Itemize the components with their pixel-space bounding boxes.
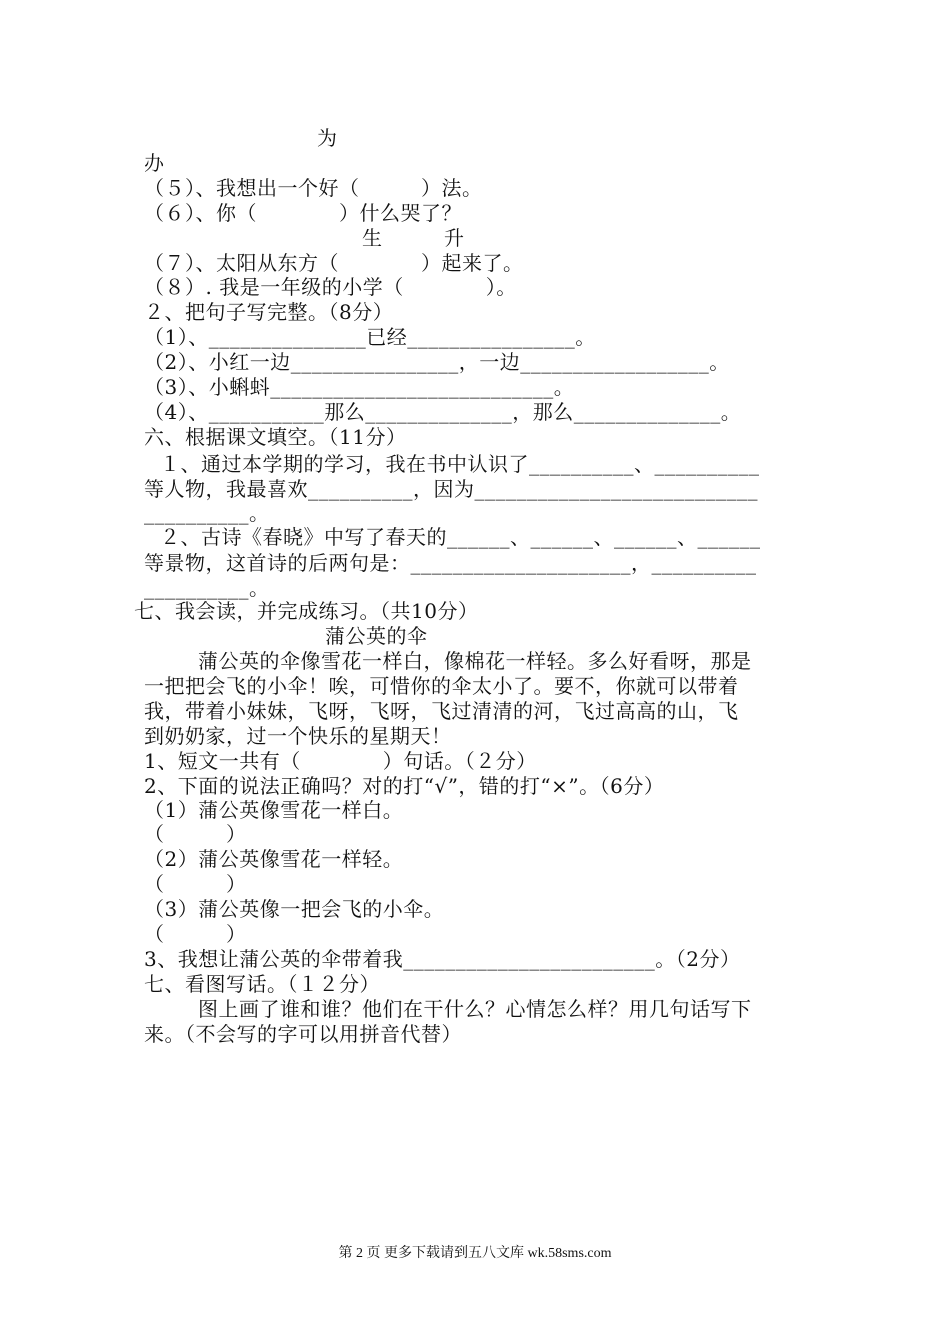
answer-blank-3: （ ） bbox=[144, 922, 247, 946]
text-fill-q1-line1: １、通过本学期的学习，我在书中认识了__________、__________ bbox=[160, 452, 760, 476]
passage-line-1: 蒲公英的伞像雪花一样白，像棉花一样轻。多么好看呀，那是 bbox=[198, 649, 752, 673]
section-heading-six: 六、根据课文填空。（11分） bbox=[144, 425, 407, 449]
passage-line-2: 一把把会飞的小伞！唉，可惜你的伞太小了。要不，你就可以带着 bbox=[144, 674, 739, 698]
fill-item-6: （６）、你（ ）什么哭了？ bbox=[144, 201, 462, 225]
page-footer: 第 2 页 更多下载请到五八文库 wk.58sms.com bbox=[338, 1246, 612, 1261]
passage-line-3: 我，带着小妹妹，飞呀，飞呀，飞过清清的河，飞过高高的山，飞 bbox=[144, 699, 739, 723]
text-fill-q1-line3: __________。 bbox=[144, 501, 270, 525]
hint-words-sheng: 生 升 bbox=[362, 226, 465, 250]
hint-word-wei: 为 bbox=[317, 126, 338, 150]
sentence-item-4: （4）、___________那么______________，那么______________。 bbox=[144, 400, 742, 424]
reading-q1: 1、短文一共有（ ）句话。（２分） bbox=[144, 749, 537, 773]
text-fill-q2-line1: ２、古诗《春晓》中写了春天的______、______、______、______ bbox=[160, 525, 761, 549]
text-fill-q2-line2: 等景物，这首诗的后两句是：_____________________，__________ bbox=[144, 551, 757, 575]
text-fill-q1-line2: 等人物，我最喜欢__________，因为___________________________ bbox=[144, 477, 758, 501]
sentence-item-2: （2）、小红一边________________，一边__________________。 bbox=[144, 350, 730, 374]
section-heading-complete-sentences: ２、把句子写完整。（8分） bbox=[144, 300, 394, 324]
sentence-item-3: （3）、小蝌蚪___________________________。 bbox=[144, 375, 575, 399]
writing-prompt-line-1: 图上画了谁和谁？他们在干什么？心情怎么样？用几句话写下 bbox=[198, 997, 752, 1021]
hint-word-ban: 办 bbox=[144, 151, 165, 175]
statement-3: （3）蒲公英像一把会飞的小伞。 bbox=[144, 897, 445, 921]
passage-title: 蒲公英的伞 bbox=[325, 624, 428, 648]
statement-1: （1）蒲公英像雪花一样白。 bbox=[144, 798, 404, 822]
writing-prompt-line-2: 来。（不会写的字可以用拼音代替） bbox=[144, 1022, 462, 1046]
sentence-item-1: （1）、_______________已经________________。 bbox=[144, 325, 596, 349]
passage-line-4: 到奶奶家，过一个快乐的星期天！ bbox=[144, 724, 452, 748]
section-heading-picture-writing: 七、看图写话。（１２分） bbox=[144, 972, 380, 996]
text-fill-q2-line3: __________。 bbox=[144, 576, 270, 600]
fill-item-5: （５）、我想出一个好（ ）法。 bbox=[144, 176, 483, 200]
reading-q2: 2、下面的说法正确吗？对的打“√”，错的打“×”。（6分） bbox=[144, 774, 665, 798]
reading-q3: 3、我想让蒲公英的伞带着我________________________。（2分） bbox=[144, 947, 741, 971]
statement-2: （2）蒲公英像雪花一样轻。 bbox=[144, 847, 404, 871]
answer-blank-2: （ ） bbox=[144, 872, 247, 896]
section-heading-seven: 七、我会读，并完成练习。（共10分） bbox=[134, 599, 479, 623]
fill-item-7: （７）、太阳从东方（ ）起来了。 bbox=[144, 251, 524, 275]
fill-item-8: （８）. 我是一年级的小学（ ）。 bbox=[144, 275, 517, 299]
answer-blank-1: （ ） bbox=[144, 822, 247, 846]
